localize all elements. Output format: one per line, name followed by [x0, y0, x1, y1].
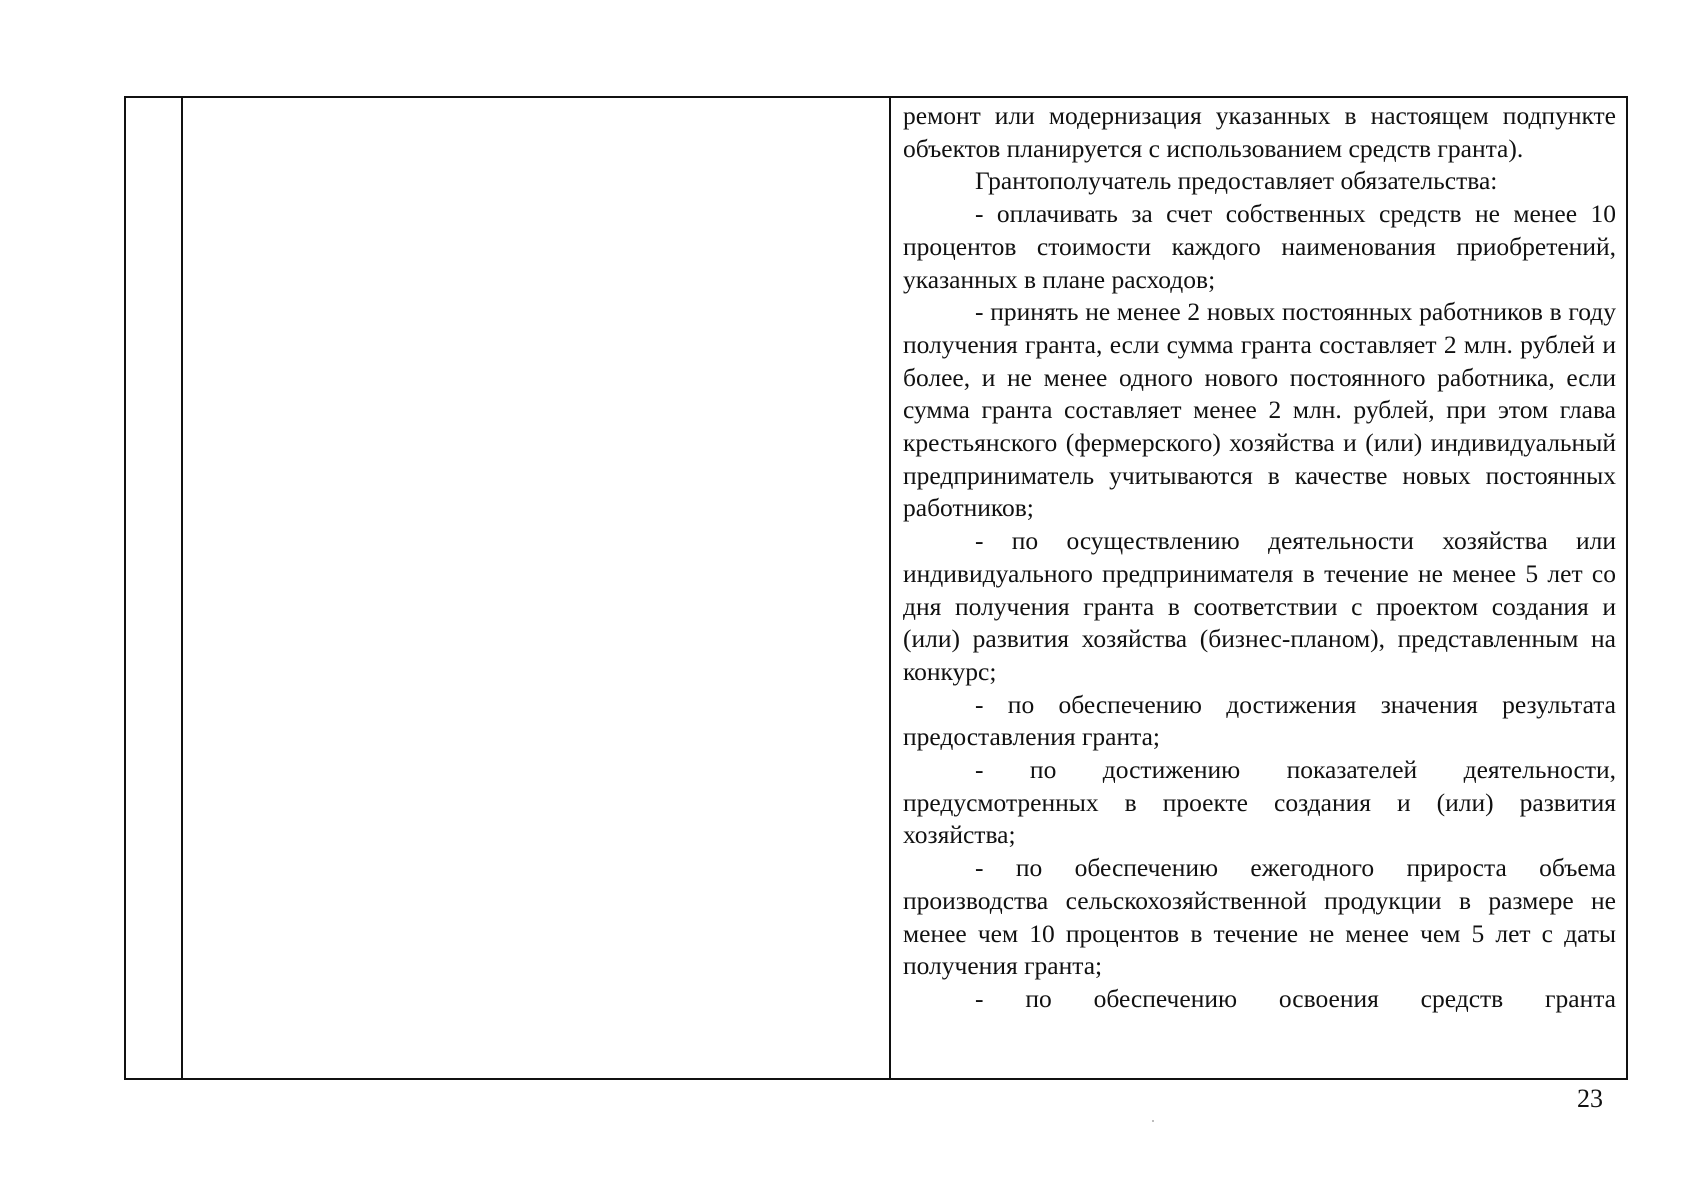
table-column-text — [893, 98, 1626, 1078]
paragraph-obligation-indicators: - по достижению показателей деятельности, предусмотренных в проекте создания и (или) развития хозяйства; — [903, 755, 1616, 850]
paragraph-obligation-employees: - принять не менее 2 новых постоянных работников в году получения гранта, если сумма гранта составляет 2 млн. рублей и более, и не менее одного нового постоянного работника, если сумма гранта составляет менее 2 млн. рублей, при этом глава крестьянского (фермерского) хозяйства и (или) индивидуальный предприниматель учитываются в качестве новых постоянных работников; — [903, 297, 1616, 523]
document-table — [124, 96, 1628, 1080]
paragraph-obligation-activity: - по осуществлению деятельности хозяйства или индивидуального предпринимателя в течение не менее 5 лет со дня получения гранта в соответствии с проектом создания и (или) развития хозяйства (бизнес-планом), представленным на конкурс; — [903, 526, 1616, 686]
table-column-number — [126, 98, 183, 1078]
paragraph-obligations-heading: Грантополучатель предоставляет обязательства: — [975, 166, 1498, 196]
paragraph-obligation-result: - по обеспечению достижения значения результата предоставления гранта; — [903, 689, 1616, 752]
paragraph-obligation-own-funds: - оплачивать за счет собственных средств не менее 10 процентов стоимости каждого наименования приобретений, указанных в плане расходов; — [903, 199, 1616, 294]
paragraph-obligation-spending: - по обеспечению освоения средств гранта — [975, 983, 1616, 1013]
table-column-name — [183, 98, 891, 1078]
scan-artifact — [1152, 1120, 1154, 1122]
paragraph-continuation: ремонт или модернизация указанных в настоящем подпункте объектов планируется с использованием средств гранта). — [903, 101, 1616, 163]
page-number: 23 — [1577, 1084, 1603, 1113]
paragraph-obligation-growth: - по обеспечению ежегодного прироста объема производства сельскохозяйственной продукции в размере не менее чем 10 процентов в течение не менее чем 5 лет с даты получения гранта; — [903, 853, 1616, 981]
